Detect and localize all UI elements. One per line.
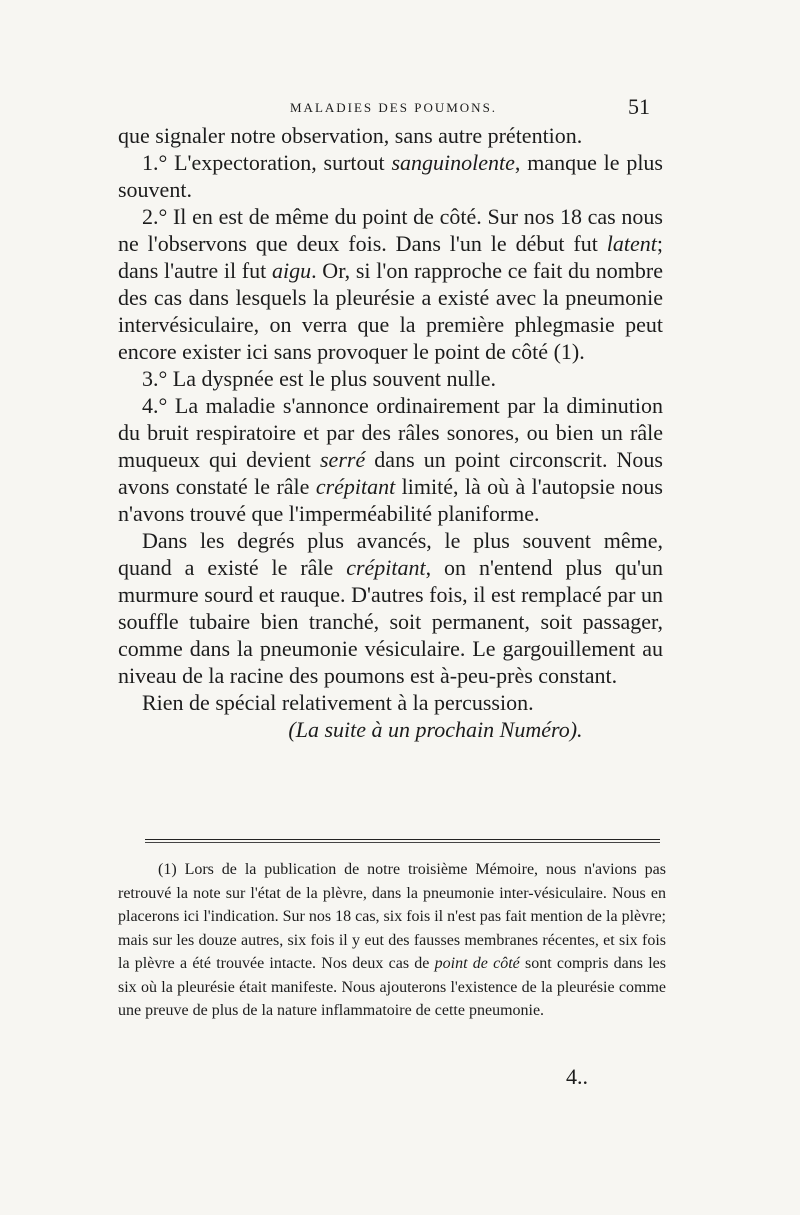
- paragraph: 3.° La dyspnée est le plus souvent nulle.: [142, 366, 497, 391]
- paragraph: que signaler notre observation, sans autre prétention.: [118, 123, 583, 148]
- signature-mark: 4..: [566, 1064, 588, 1089]
- paragraph: 2.° Il en est de même du point de côté. Sur nos 18 cas nous ne l'observons que deux fois. Dans l'un le début fut latent; dans l'autre il fut aigu. Or, si l'on rapproche ce fait du nombre des cas dans lesquels la pleurésie a existé avec la pneumonie intervésiculaire, on verra que la première phlegmasie peut encore exister ici sans provoquer le point de côté (1).: [118, 204, 663, 364]
- footnote-rule-secondary: [145, 842, 660, 843]
- running-title: MALADIES DES POUMONS.: [290, 100, 498, 115]
- continuation-note: (La suite à un prochain Numéro).: [288, 717, 583, 742]
- paragraph: 1.° L'expectoration, surtout sanguinolente, manque le plus souvent.: [118, 150, 663, 202]
- footnote: (1) Lors de la publication de notre troisième Mémoire, nous n'avions pas retrouvé la note sur l'état de la plèvre, dans la pneumonie inter-vésiculaire. Nous en placerons ici l'indication. Sur nos 18 cas, six fois il n'est pas fait mention de la plèvre; mais sur les douze autres, six fois il y eut des fausses membranes récentes, et six fois la plèvre a été trouvée intacte. Nos deux cas de point de côté sont compris dans les six où la pleurésie était manifeste. Nous ajouterons l'existence de la pleurésie comme une preuve de plus de la nature inflammatoire de cette pneumonie.: [118, 861, 666, 1019]
- page-number: 51: [628, 94, 650, 119]
- paragraph: Rien de spécial relativement à la percussion.: [142, 690, 534, 715]
- body-text: [118, 122, 663, 743]
- paragraph: Dans les degrés plus avancés, le plus souvent même, quand a existé le râle crépitant, on n'entend plus qu'un murmure sourd et rauque. D'autres fois, il est remplacé par un souffle tubaire bien tranché, soit permanent, soit passager, comme dans la pneumonie vésiculaire. Le gargouillement au niveau de la racine des poumons est à-peu-près constant.: [118, 528, 663, 688]
- footnote-rule: [145, 839, 660, 840]
- paragraph: 4.° La maladie s'annonce ordinairement par la diminution du bruit respiratoire et par des râles sonores, ou bien un râle muqueux qui devient serré dans un point circonscrit. Nous avons constaté le râle crépitant limité, là où à l'autopsie nous n'avons trouvé que l'imperméabilité planiforme.: [118, 393, 663, 526]
